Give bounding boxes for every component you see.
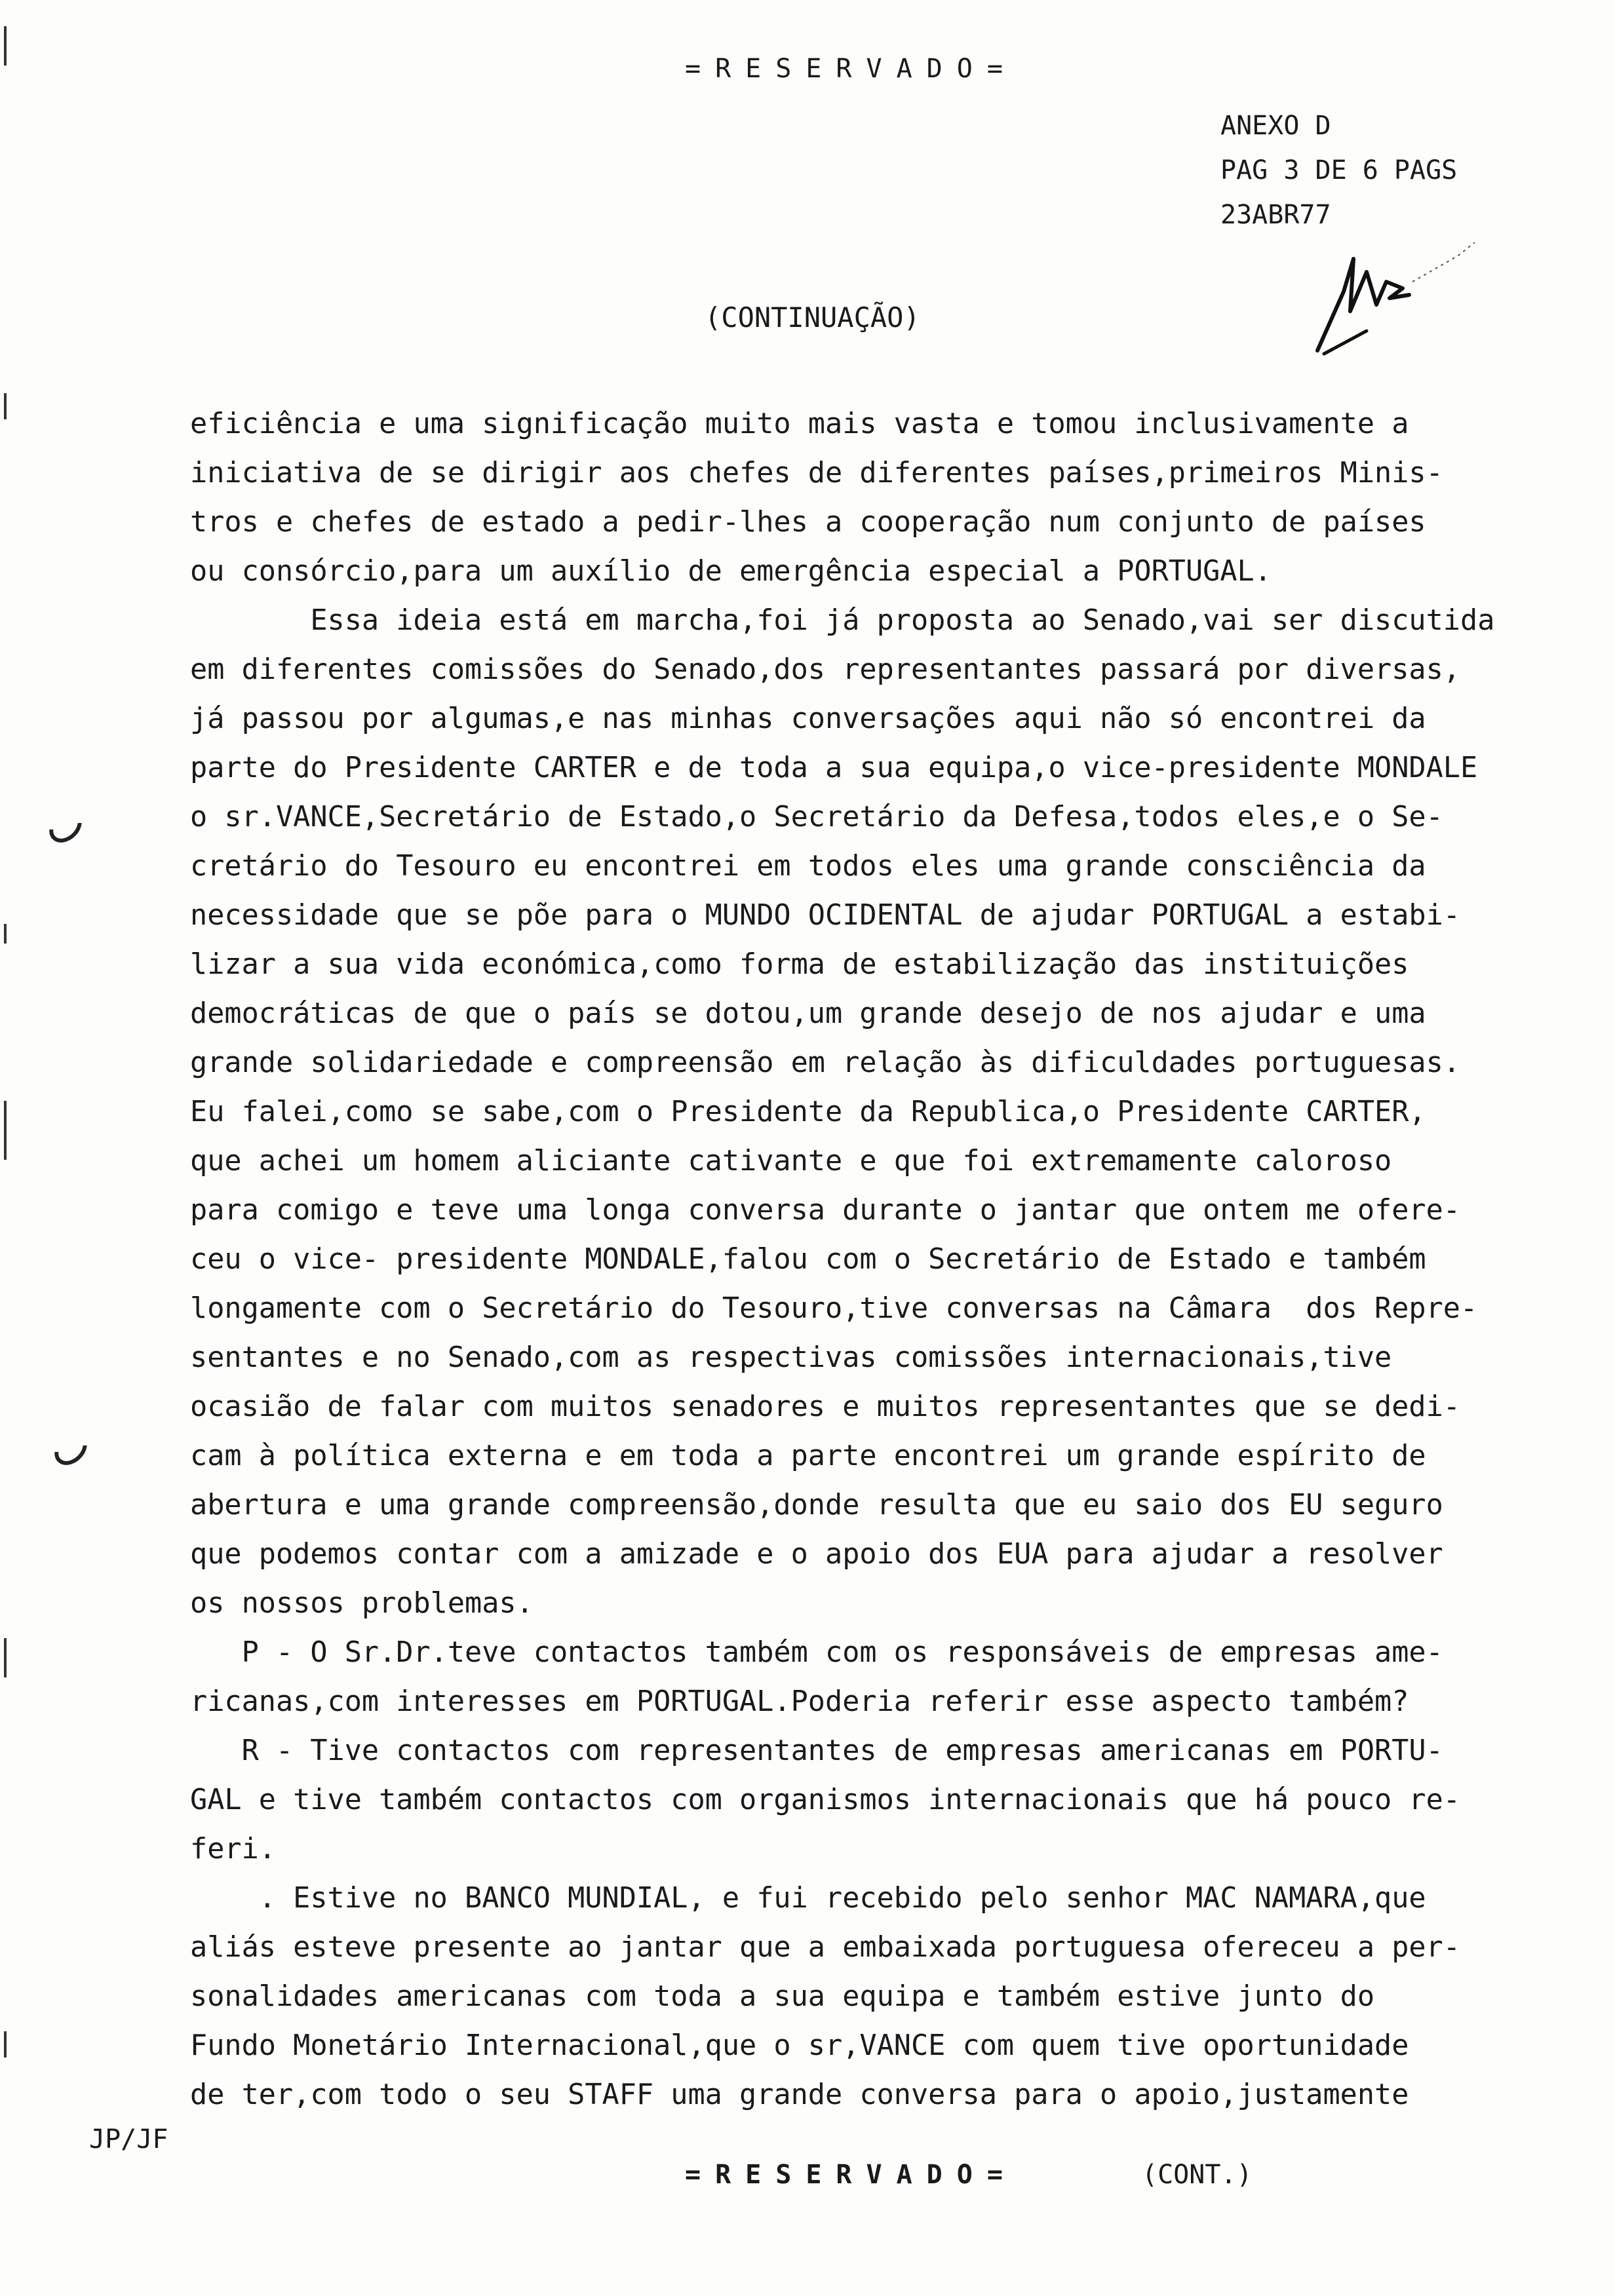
text-line: . Estive no BANCO MUNDIAL, e fui recebido pelo senhor MAC NAMARA,que (190, 1882, 1426, 1915)
classification-footer: =RESERVADO= (685, 2160, 1017, 2190)
text-line: feri. (190, 1833, 276, 1866)
text-line: que podemos contar com a amizade e o apoio dos EUA para ajudar a resolver (190, 1538, 1443, 1571)
text-line: P - O Sr.Dr.teve contactos também com os responsáveis de empresas ame- (190, 1636, 1443, 1669)
text-line: Eu falei,como se sabe,com o Presidente da Republica,o Presidente CARTER, (190, 1096, 1426, 1128)
scan-edge-mark (4, 2031, 7, 2057)
text-line: longamente com o Secretário do Tesouro,tive conversas na Câmara dos Repre- (190, 1292, 1478, 1325)
text-line: sentantes e no Senado,com as respectivas comissões internacionais,tive (190, 1341, 1392, 1374)
text-line: lizar a sua vida económica,como forma de estabilização das instituições (190, 948, 1409, 981)
text-line: grande solidariedade e compreensão em relação às dificuldades portuguesas. (190, 1046, 1461, 1079)
text-line: eficiência e uma significação muito mais vasta e tomou inclusivamente a (190, 408, 1409, 440)
text-line: democráticas de que o país se dotou,um grande desejo de nos ajudar e uma (190, 997, 1426, 1030)
text-line: o sr.VANCE,Secretário de Estado,o Secretário da Defesa,todos eles,e o Se- (190, 801, 1443, 833)
text-line: ricanas,com interesses em PORTUGAL.Poderia referir esse aspecto também? (190, 1685, 1409, 1718)
text-line: ocasião de falar com muitos senadores e muitos representantes que se dedi- (190, 1390, 1461, 1423)
text-line: ceu o vice- presidente MONDALE,falou com o Secretário de Estado e também (190, 1243, 1426, 1276)
text-line: os nossos problemas. (190, 1587, 534, 1620)
text-line: aliás esteve presente ao jantar que a embaixada portuguesa ofereceu a per- (190, 1931, 1461, 1964)
text-line: para comigo e teve uma longa conversa durante o jantar que ontem me ofere- (190, 1194, 1461, 1227)
text-line: Fundo Monetário Internacional,que o sr,VANCE com quem tive oportunidade (190, 2029, 1409, 2062)
text-line: parte do Presidente CARTER e de toda a sua equipa,o vice-presidente MONDALE (190, 752, 1478, 784)
scan-edge-mark (4, 26, 7, 66)
text-line: já passou por algumas,e nas minhas conversações aqui não só encontrei da (190, 702, 1426, 735)
text-line: Essa ideia está em marcha,foi já proposta ao Senado,vai ser discutida (190, 604, 1495, 637)
scan-edge-mark (4, 1101, 7, 1160)
text-line: iniciativa de se dirigir aos chefes de diferentes países,primeiros Minis- (190, 457, 1443, 489)
typist-initials: JP/JF (89, 2124, 168, 2154)
text-line: em diferentes comissões do Senado,dos representantes passará por diversas, (190, 653, 1461, 686)
handwritten-signature (1304, 220, 1501, 364)
scan-edge-mark (4, 924, 7, 944)
text-line: de ter,com todo o seu STAFF uma grande conversa para o apoio,justamente (190, 2078, 1409, 2111)
body-text (190, 400, 1534, 2120)
text-line: abertura e uma grande compreensão,donde resulta que eu saio dos EU seguro (190, 1489, 1443, 1521)
text-line: tros e chefes de estado a pedir-lhes a cooperação num conjunto de países (190, 506, 1426, 539)
annex-label: ANEXO D (1220, 111, 1331, 141)
classification-header: =RESERVADO= (685, 54, 1017, 84)
text-line: R - Tive contactos com representantes de empresas americanas em PORTU- (190, 1734, 1443, 1767)
punch-hole-mark (43, 803, 88, 849)
document-date: 23ABR77 (1220, 200, 1331, 230)
continued-marker: (CONT.) (1142, 2160, 1253, 2190)
scan-edge-mark (4, 393, 7, 419)
text-line: cam à política externa e em toda a parte encontrei um grande espírito de (190, 1440, 1426, 1472)
document-reference-block (1220, 104, 1457, 237)
text-line: cretário do Tesouro eu encontrei em todos eles uma grande consciência da (190, 850, 1426, 883)
scan-edge-mark (4, 1638, 7, 1677)
text-line: sonalidades americanas com toda a sua equipa e também estive junto do (190, 1980, 1375, 2013)
text-line: GAL e tive também contactos com organismos internacionais que há pouco re- (190, 1784, 1461, 1816)
text-line: ou consórcio,para um auxílio de emergência especial a PORTUGAL. (190, 555, 1272, 588)
text-line: necessidade que se põe para o MUNDO OCIDENTAL de ajudar PORTUGAL a estabi- (190, 899, 1461, 932)
text-line: que achei um homem aliciante cativante e que foi extremamente caloroso (190, 1145, 1392, 1177)
punch-hole-mark (48, 1426, 93, 1471)
continuation-title: (CONTINUAÇÃO) (705, 301, 920, 334)
page-count: PAG 3 DE 6 PAGS (1220, 155, 1458, 185)
